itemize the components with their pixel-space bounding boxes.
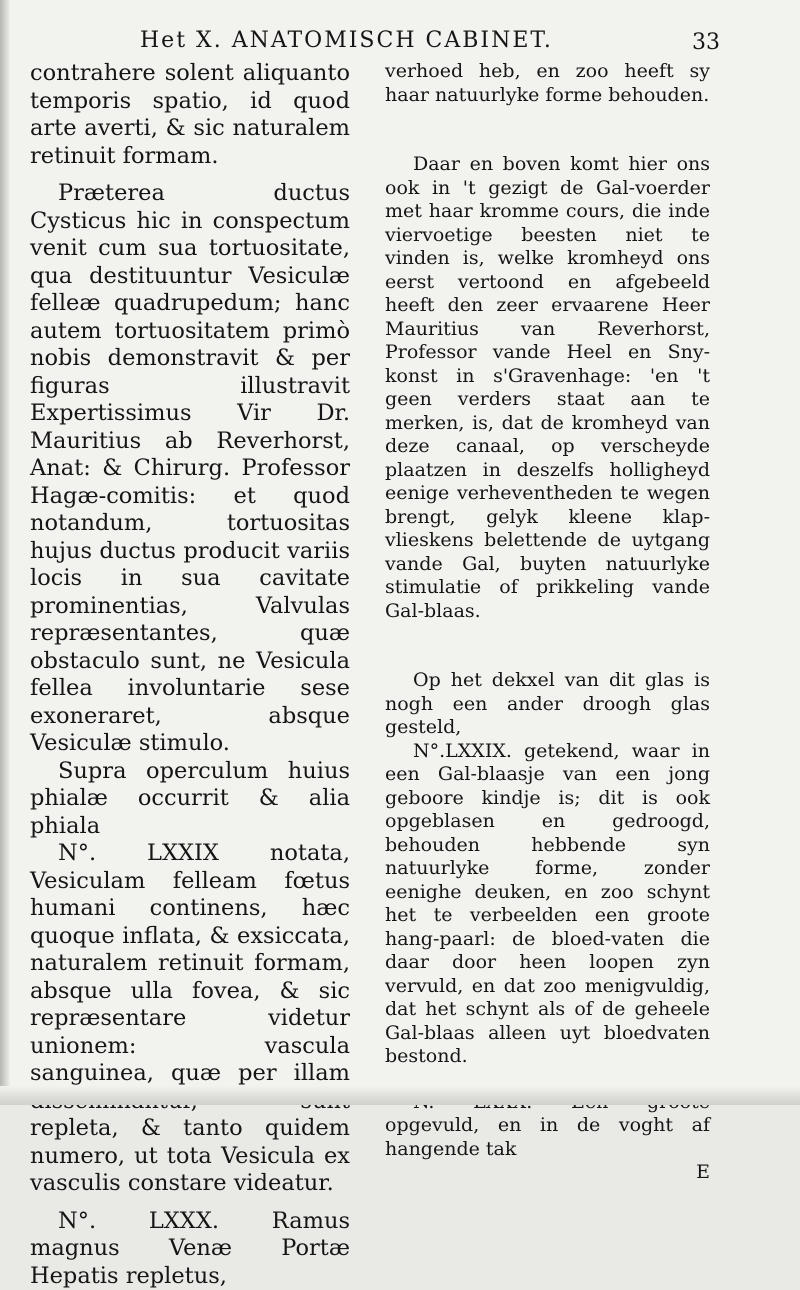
page-binding-shadow — [0, 0, 10, 1105]
page-number: 33 — [692, 30, 720, 55]
dutch-column — [385, 60, 710, 1185]
running-title: Het X. ANATOMISCH CABINET. — [140, 28, 553, 53]
dutch-paragraph-3: Op het dekxel van dit glas is nogh een ander droogh glas gesteld, — [385, 669, 710, 740]
latin-column — [30, 60, 350, 1290]
page-bottom-shadow — [0, 1086, 800, 1105]
running-header — [140, 28, 720, 60]
dutch-paragraph-5: opgevuld, en in de voght af hangende tak — [385, 1091, 710, 1162]
dutch-paragraph-1: verhoed heb, en zoo heeft sy haar natuurlyke forme behouden. — [385, 60, 710, 107]
latin-paragraph-5: N°. LXXX. Ramus magnus Venæ Portæ Hepatis repletus, — [30, 1208, 350, 1290]
dutch-paragraph-4: N°.LXXIX. getekend, waar in een Gal-blaasje van een jong geboore kindje is; dit is ook opgeblasen en gedroogd, behouden hebbende syn natuurlyke forme, zonder eenighe deuken, en zoo schynt het te verbeelden een groote hang-paarl: de bloed-vaten die daar door heen loopen zyn vervuld, en dat zoo menigvuldig, dat het schynt als of de geheele Gal-blaas alleen uyt bloedvaten bestond. — [385, 740, 710, 1069]
latin-paragraph-2: Præterea ductus Cysticus hic in conspectum venit cum sua tortuositate, qua destituuntur Vesiculæ felleæ quadrupedum; hanc autem tortuositatem primò nobis demonstravit & per figuras illustravit Expertissimus Vir Dr. Mauritius ab Reverhorst, Anat: & Chirurg. Professor Hagæ-comitis: et quod notandum, tortuositas hujus ductus producit variis locis in sua cavitate prominentias, Valvulas repræsentantes, quæ obstaculo sunt, ne Vesicula fellea involuntarie sese exoneraret, absque Vesiculæ stimulo. — [30, 180, 350, 758]
signature-mark: E — [385, 1161, 710, 1185]
latin-paragraph-3: Supra operculum huius phialæ occurrit & alia phiala — [30, 758, 350, 841]
latin-paragraph-4: N°. LXXIX notata, Vesiculam felleam fœtus humani continens, hæc quoque inflata, & exsiccata, naturalem retinuit formam, absque ulla fovea, & sic repræsentare videtur unionem: vascula sanguinea, quæ per illam repleta, & tanto quidem numero, ut tota Vesicula ex vasculis constare videatur. — [30, 840, 350, 1198]
dutch-paragraph-2: Daar en boven komt hier ons ook in 't gezigt de Gal-voerder met haar kromme cours, die inde viervoetige beesten niet te vinden is, welke kromheyd ons eerst vertoond en afgebeeld heeft den zeer ervaarene Heer Mauritius van Reverhorst, Professor vande Heel en Sny-konst in s'Gravenhage: 'en 't geen verders staat aan te merken, is, dat de kromheyd van deze canaal, op verscheyde plaatzen in deszelfs holligheyd eenige verheventheden te wegen brengt, gelyk kleene klap-vlieskens belettende de uytgang vande Gal, buyten natuurlyke stimulatie of prikkeling vande Gal-blaas. — [385, 153, 710, 623]
latin-paragraph-1: contrahere solent aliquanto temporis spatio, id quod arte averti, & sic naturalem retinuit formam. — [30, 60, 350, 170]
